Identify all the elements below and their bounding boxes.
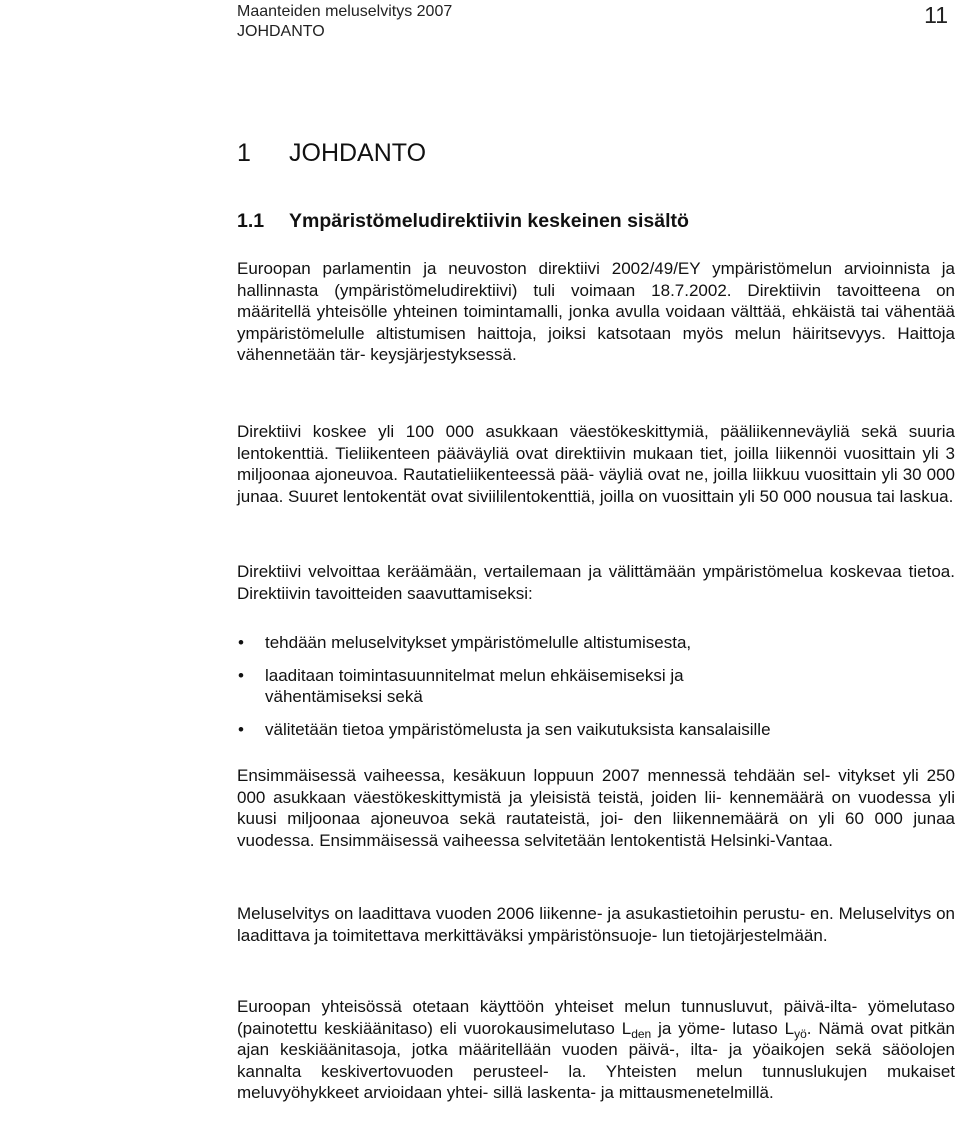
list-item-text: välitetään tietoa ympäristömelusta ja sen vaikutuksista kansalaisille	[265, 719, 771, 739]
list-item	[237, 632, 955, 654]
section-heading	[237, 210, 689, 233]
chapter-number: 1	[237, 139, 251, 167]
paragraph-text: Euroopan yhteisössä otetaan käyttöön yhteiset melun tunnusluvut, päivä-ilta- yömelutaso (painotettu keskiäänitaso) eli vuorokausimelutaso $L_{den}$ ja yöme- lutaso $L_{yö}$. Nämä ovat pitkän ajan keskiäänitasoja, jotka määritellään vuoden päivä-, ilta- ja yöaikojen sekä säöolojen kannalta keskivertovuoden perusteel- la. Yhteisten melun tunnuslukujen mukaiset meluvyöhykkeet arvioidaan yhtei- sillä laskenta- ja mittausmenetelmillä.	[237, 997, 955, 1102]
list-item-text: laaditaan toimintasuunnitelmat melun ehkäisemiseksi ja vähentämiseksi sekä	[265, 665, 684, 706]
chapter-title: JOHDANTO	[289, 139, 427, 167]
paragraph-text: Meluselvitys on laadittava vuoden 2006 liikenne- ja asukastietoihin perustu- en. Meluselvitys on laadittava ja toimitettava merkittäväksi ympäristönsuoje- lun tietojärjestelmään.	[237, 904, 955, 945]
header-section-title: JOHDANTO	[237, 23, 325, 40]
list-item	[237, 665, 955, 708]
paragraph-2	[237, 421, 955, 507]
bullet-list	[237, 632, 955, 740]
subscript-den: den	[631, 1026, 652, 1041]
list-item-text: tehdään meluselvitykset ympäristömelulle altistumisesta,	[265, 633, 692, 652]
bullet-icon: •	[238, 719, 244, 739]
paragraph-text: Direktiivi koskee yli 100 000 asukkaan väestökeskittymiä, pääliikenneväyliä sekä suuria lentokenttiä. Tieliikenteen pääväyliä ovat direktiivin mukaan tiet, joilla liikennöi vuosittain yli 3 miljoonaa ajoneuvoa. Rautatieliikenteessä pää- väyliä ovat ne, joilla liikkuu vuosittain yli 30 000 junaa. Suuret lentokentät ovat siviililentokenttiä, joilla on vuosittain yli 50 000 nousua tai laskua.	[237, 422, 955, 506]
paragraph-text: Ensimmäisessä vaiheessa, kesäkuun loppuun 2007 mennessä tehdään sel- vitykset yli 250 000 asukkaan väestökeskittymistä ja yleisistä teistä, joiden lii- kennemäärä on vuodessa yli kuusi miljoonaa ajoneuvoa sekä rautateistä, joi- den liikennemäärä on yli 60 000 junaa vuodessa. Ensimmäisessä vaiheessa selvitetään lentokentistä Helsinki-Vantaa.	[237, 766, 955, 850]
chapter-heading	[237, 139, 426, 168]
bullet-icon: •	[238, 665, 244, 685]
bullet-icon: •	[238, 633, 244, 652]
paragraph-5	[237, 903, 955, 946]
section-title: Ympäristömeludirektiivin keskeinen sisältö	[289, 210, 689, 232]
section-number: 1.1	[237, 210, 265, 232]
list-item	[237, 719, 955, 741]
paragraph-6	[237, 996, 955, 1104]
paragraph-3	[237, 561, 955, 604]
paragraph-text: Direktiivi velvoittaa keräämään, vertailemaan ja välittämään ympäristömelua koskevaa tietoa. Direktiivin tavoitteiden saavuttamiseksi:	[237, 562, 955, 603]
paragraph-text: Euroopan parlamentin ja neuvoston direktiivi 2002/49/EY ympäristömelun arvioinnista ja hallinnasta (ympäristömeludirektiivi) tuli voimaan 18.7.2002. Direktiivin tavoitteena on määritellä yhteisölle yhteinen toimintamalli, jonka avulla voidaan välttää, ehkäistä tai vähentää ympäristömelulle altistumisen haittoja, joiksi katsotaan myös melun häiritsevyys. Haittoja vähennetään tär- keysjärjestyksessä.	[237, 259, 955, 364]
paragraph-1	[237, 258, 955, 366]
page-number: 11	[924, 2, 948, 28]
paragraph-4	[237, 765, 955, 851]
subscript-yo: yö	[794, 1026, 807, 1041]
header-report-title: Maanteiden meluselvitys 2007	[237, 3, 453, 20]
